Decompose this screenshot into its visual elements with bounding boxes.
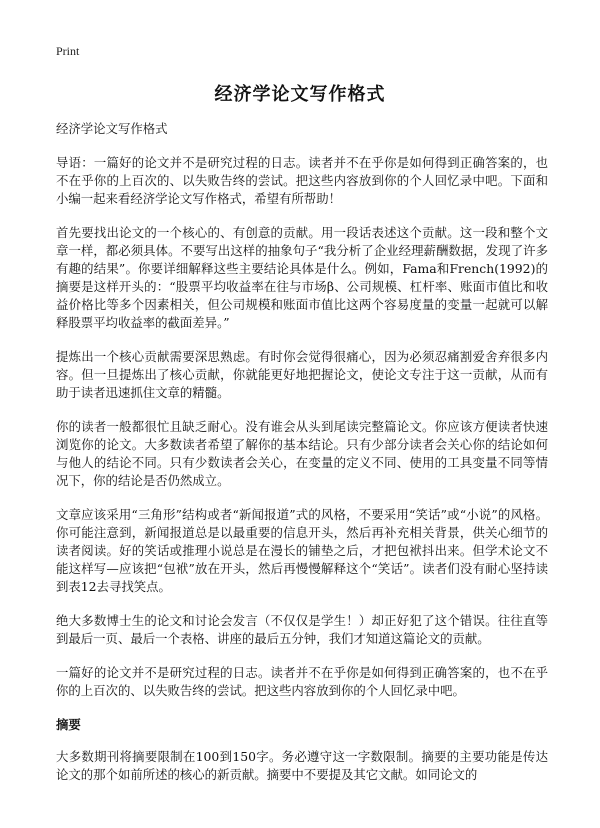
paragraph-core-contribution: 首先要找出论文的一个核心的、有创意的贡献。用一段话表述这个贡献。这一段和整个文章一样，都必须具体。不要写出这样的抽象句子“我分析了企业经理薪酬数据，发现了许多有趣的结果”。你要详细解释这些主要结论具体是什么。例如，Fama和French(1992)的摘要是这样开头的：“股票平均收益率在往与市场β、公司规模、杠杆率、账面市值比和收益价格比等多个因素相关，但公司规模和账面市值比这两个容易度量的变量一起就可以解释股票平均收益率的截面差异。” <box>56 225 548 330</box>
paragraph-readers: 你的读者一般都很忙且缺乏耐心。没有谁会从头到尾读完整篇论文。你应该方便读者快速浏览你的论文。大多数读者希望了解你的基本结论。只有少部分读者会关心你的结论如何与他人的结论不同。只有少数读者会关心，在变量的定义不同、使用的工具变量不同等情况下，你的结论是否仍然成立。 <box>56 419 548 488</box>
paragraph-refine: 提炼出一个核心贡献需要深思熟虑。有时你会觉得很痛心，因为必须忍痛割爱舍弃很多内容。但一旦提炼出了核心贡献，你就能更好地把握论文，使论文专注于这一贡献，从而有助于读者迅速抓住文章的精髓。 <box>56 349 548 400</box>
page-title: 经济学论文写作格式 <box>214 84 386 105</box>
section-heading-abstract: 摘要 <box>56 717 81 732</box>
article-body <box>56 120 548 800</box>
paragraph-diary: 一篇好的论文并不是研究过程的日志。读者并不在乎你是如何得到正确答案的，也不在乎你的上百次的、以失败告终的尝试。把这些内容放到你的个人回忆录中吧。 <box>56 665 548 698</box>
paragraph-abstract: 大多数期刊将摘要限制在100到150字。务必遵守这一字数限制。摘要的主要功能是传达论文的那个如前所述的核心的新贡献。摘要中不要提及其它文献。如同论文的 <box>56 749 548 782</box>
subtitle: 经济学论文写作格式 <box>56 121 168 136</box>
paragraph-intro: 导语：一篇好的论文并不是研究过程的日志。读者并不在乎你是如何得到正确答案的，也不在乎你的上百次的、以失败告终的尝试。把这些内容放到你的个人回忆录中吧。下面和小编一起来看经济学论文写作格式，希望有所帮助！ <box>56 155 548 206</box>
paragraph-phd: 绝大多数博士生的论文和讨论会发言（不仅仅是学生！）却正好犯了这个错误。往往直等到最后一页、最后一个表格、讲座的最后五分钟，我们才知道这篇论文的贡献。 <box>56 613 548 646</box>
print-link[interactable]: Print <box>56 44 80 58</box>
paragraph-structure: 文章应该采用“三角形”结构或者“新闻报道”式的风格，不要采用“笑话”或“小说”的风格。你可能注意到，新闻报道总是以最重要的信息开头，然后再补充相关背景，供关心细节的读者阅读。好的笑话或推理小说总是在漫长的铺垫之后，才把包袱抖出来。但学术论文不能这样写—应该把“包袱”放在开头，然后再慢慢解释这个“笑话”。读者们没有耐心坚持读到表12去寻找笑点。 <box>56 507 548 594</box>
